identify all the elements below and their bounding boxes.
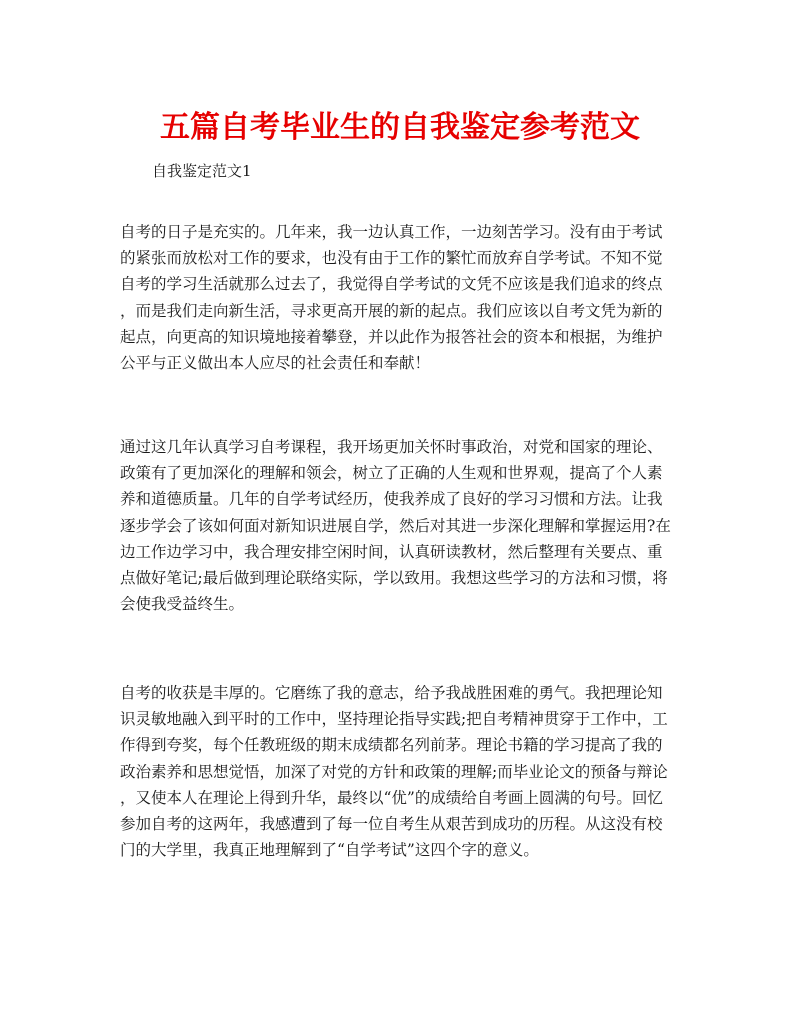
paragraph-line: 公平与正义做出本人应尽的社会责任和奉献！ <box>120 354 431 373</box>
paragraph-line: 政策有了更加深化的理解和领会，树立了正确的人生观和世界观，提高了个人素 <box>120 464 663 483</box>
section-subtitle: 自我鉴定范文1 <box>152 162 252 180</box>
paragraph-line: 自考的学习生活就那么过去了，我觉得自学考试的文凭不应该是我们追求的终点 <box>120 275 663 294</box>
paragraph-line: 参加自考的这两年，我感遭到了每一位自考生从艰苦到成功的历程。从这没有校 <box>120 815 663 834</box>
document-title: 五篇自考毕业生的自我鉴定参考范文 <box>160 110 640 145</box>
paragraph-line: 的紧张而放松对工作的要求，也没有由于工作的繁忙而放弃自学考试。不知不觉 <box>120 249 663 268</box>
paragraph-line: 边工作边学习中，我合理安排空闲时间，认真研读教材，然后整理有关要点、重 <box>120 542 663 561</box>
paragraph-1 <box>120 219 680 376</box>
paragraph-3 <box>120 680 680 863</box>
paragraph-2 <box>120 434 680 617</box>
paragraph-line: 作得到夸奖，每个任教班级的期末成绩都名列前茅。理论书籍的学习提高了我的 <box>120 736 663 755</box>
paragraph-line: 自考的收获是丰厚的。它磨练了我的意志，给予我战胜困难的勇气。我把理论知 <box>120 684 663 702</box>
paragraph-line: 养和道德质量。几年的自学考试经历，使我养成了良好的学习习惯和方法。让我 <box>120 490 663 509</box>
paragraph-line: 通过这几年认真学习自考课程，我开场更加关怀时事政治，对党和国家的理论、 <box>120 438 663 456</box>
paragraph-line: ，而是我们走向新生活，寻求更高开展的新的起点。我们应该以自考文凭为新的 <box>120 301 663 320</box>
paragraph-line: 门的大学里，我真正地理解到了“自学考试”这四个字的意义。 <box>120 841 539 860</box>
paragraph-line: 政治素养和思想觉悟，加深了对党的方针和政策的理解;而毕业论文的预备与辩论 <box>120 762 668 781</box>
paragraph-line: 点做好笔记;最后做到理论联络实际，学以致用。我想这些学习的方法和习惯，将 <box>120 569 668 588</box>
paragraph-line: 起点，向更高的知识境地接着攀登，并以此作为报答社会的资本和根据，为维护 <box>120 327 663 346</box>
paragraph-line: 逐步学会了该如何面对新知识进展自学，然后对其进一步深化理解和掌握运用?在 <box>120 516 671 535</box>
paragraph-line: 会使我受益终生。 <box>120 595 245 614</box>
paragraph-line: 自考的日子是充实的。几年来，我一边认真工作，一边刻苦学习。没有由于考试 <box>120 223 663 241</box>
paragraph-line: ，又使本人在理论上得到升华，最终以“优”的成绩给自考画上圆满的句号。回忆 <box>120 788 663 807</box>
paragraph-line: 识灵敏地融入到平时的工作中，坚持理论指导实践;把自考精神贯穿于工作中，工 <box>120 710 668 729</box>
